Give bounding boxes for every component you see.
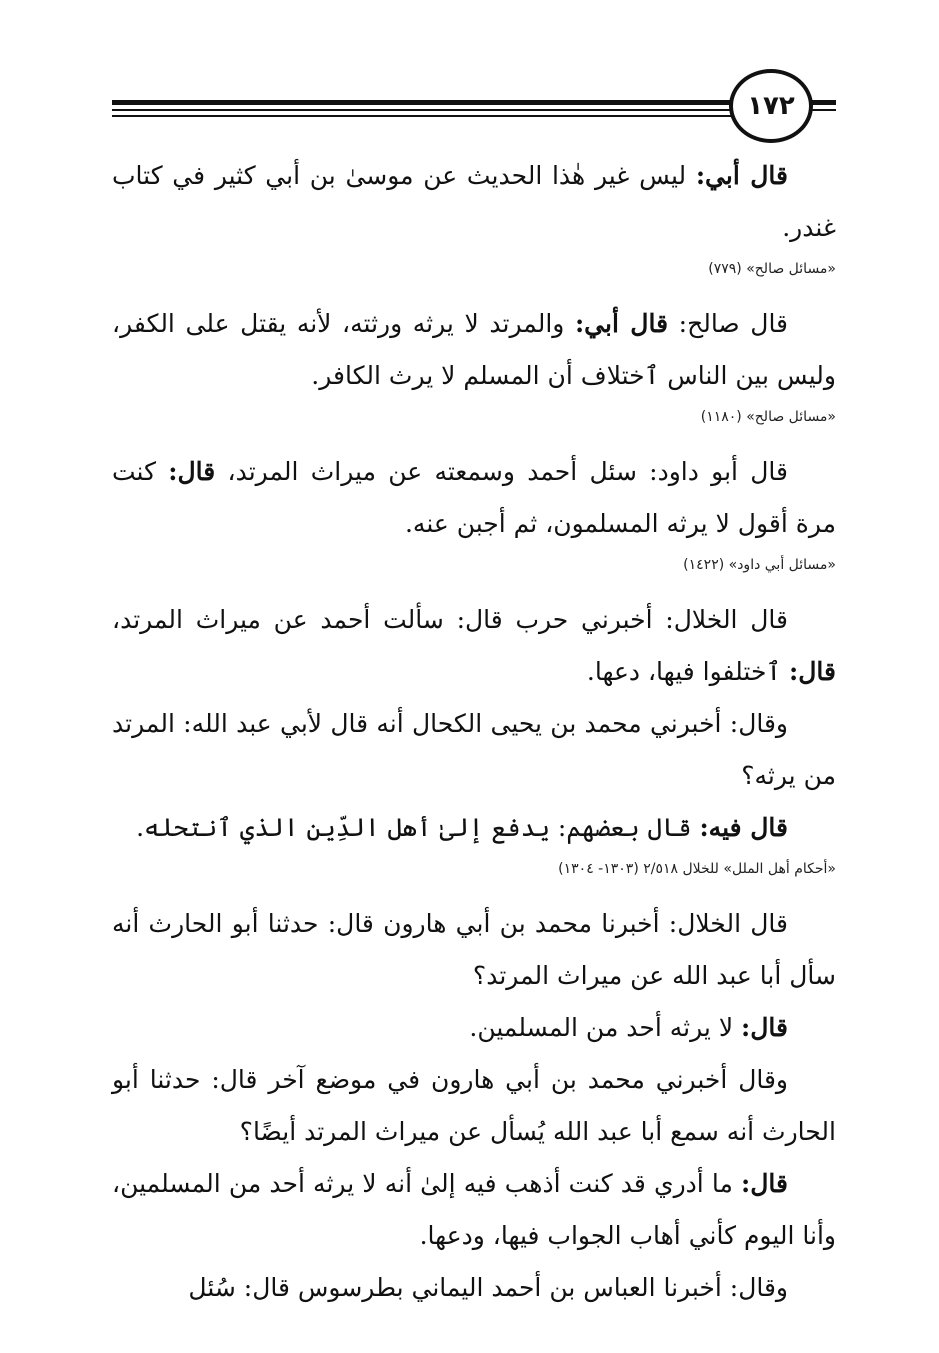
page-number: ١٧٢: [729, 69, 813, 143]
header-rule: [112, 115, 732, 117]
source-citation: «مسائل أبي داود» (١٤٢٢): [683, 557, 836, 573]
paragraph-text: والمرتد لا يرثه ورثته، لأنه يقتل على الكفر، وليس بين الناس ٱختلاف أن المسلم لا يرث الكافر.: [112, 309, 836, 390]
paragraph: [112, 698, 836, 802]
paragraph: [112, 898, 836, 1002]
paragraph: [112, 1158, 836, 1262]
paragraph-pre: وقال: أخبرني محمد بن يحيى الكحال أنه قال لأبي عبد الله: المرتد من يرثه؟: [112, 709, 836, 790]
paragraph-lead: قال أبي:: [695, 161, 789, 190]
paragraph-lead: قال:: [741, 1013, 788, 1042]
paragraph-lead: قال:: [789, 657, 836, 686]
paragraph-pre: قال الخلال: أخبرنا محمد بن أبي هارون قال: حدثنا أبو الحارث أنه سأل أبا عبد الله عن ميراث المرتد؟: [112, 909, 836, 990]
paragraph-pre: قال صالح:: [668, 309, 789, 338]
paragraph-text: ما أدري قد كنت أذهب فيه إلىٰ أنه لا يرثه أحد من المسلمين، وأنا اليوم كأني أهاب الجواب فيها، ودعها.: [112, 1169, 836, 1250]
paragraph-text: ٱختلفوا فيها، دعها.: [586, 657, 790, 686]
paragraph: [112, 150, 836, 254]
header-rule: [112, 100, 732, 105]
paragraph-text: كنت مرة أقول لا يرثه المسلمون، ثم أجبن عنه.: [112, 457, 836, 538]
paragraph: [112, 594, 836, 698]
page-header: [0, 0, 939, 150]
paragraph-text: ليس غير هٰذا الحديث عن موسىٰ بن أبي كثير في كتاب غندر.: [112, 161, 836, 242]
paragraph: [112, 802, 836, 854]
paragraph-text: قال بعضهم: يدفع إلىٰ أهل الدِّين الذي ٱنتحله.: [136, 813, 700, 842]
paragraph-lead: قال فيه:: [699, 813, 788, 842]
header-rule: [810, 109, 836, 111]
paragraph-pre: قال الخلال: أخبرني حرب قال: سألت أحمد عن ميراث المرتد،: [112, 605, 788, 634]
source-citation: «أحكام أهل الملل» للخلال ٢/٥١٨ (١٣٠٣- ١٣٠٤): [558, 861, 836, 877]
paragraph: [112, 1002, 836, 1054]
header-rule: [810, 100, 836, 105]
source-citation: «مسائل صالح» (٧٧٩): [708, 261, 836, 277]
paragraph-lead: قال أبي:: [574, 309, 669, 338]
paragraph-pre: وقال أخبرني محمد بن أبي هارون في موضع آخر قال: حدثنا أبو الحارث أنه سمع أبا عبد الله يُسأل عن ميراث المرتد أيضًا؟: [112, 1065, 836, 1146]
paragraph-text: لا يرثه أحد من المسلمين.: [469, 1013, 742, 1042]
paragraph-pre: وقال: أخبرنا العباس بن أحمد اليماني بطرسوس قال: سُئل: [188, 1273, 788, 1302]
source-citation: «مسائل صالح» (١١٨٠): [700, 409, 836, 425]
page-body: [112, 150, 836, 1314]
header-rule: [112, 109, 732, 111]
paragraph-lead: قال:: [741, 1169, 788, 1198]
paragraph: [112, 1054, 836, 1158]
paragraph: [112, 298, 836, 402]
paragraph-lead: قال:: [168, 457, 216, 486]
paragraph: [112, 1262, 836, 1314]
paragraph-pre: قال أبو داود: سئل أحمد وسمعته عن ميراث المرتد،: [215, 457, 788, 486]
paragraph: [112, 446, 836, 550]
